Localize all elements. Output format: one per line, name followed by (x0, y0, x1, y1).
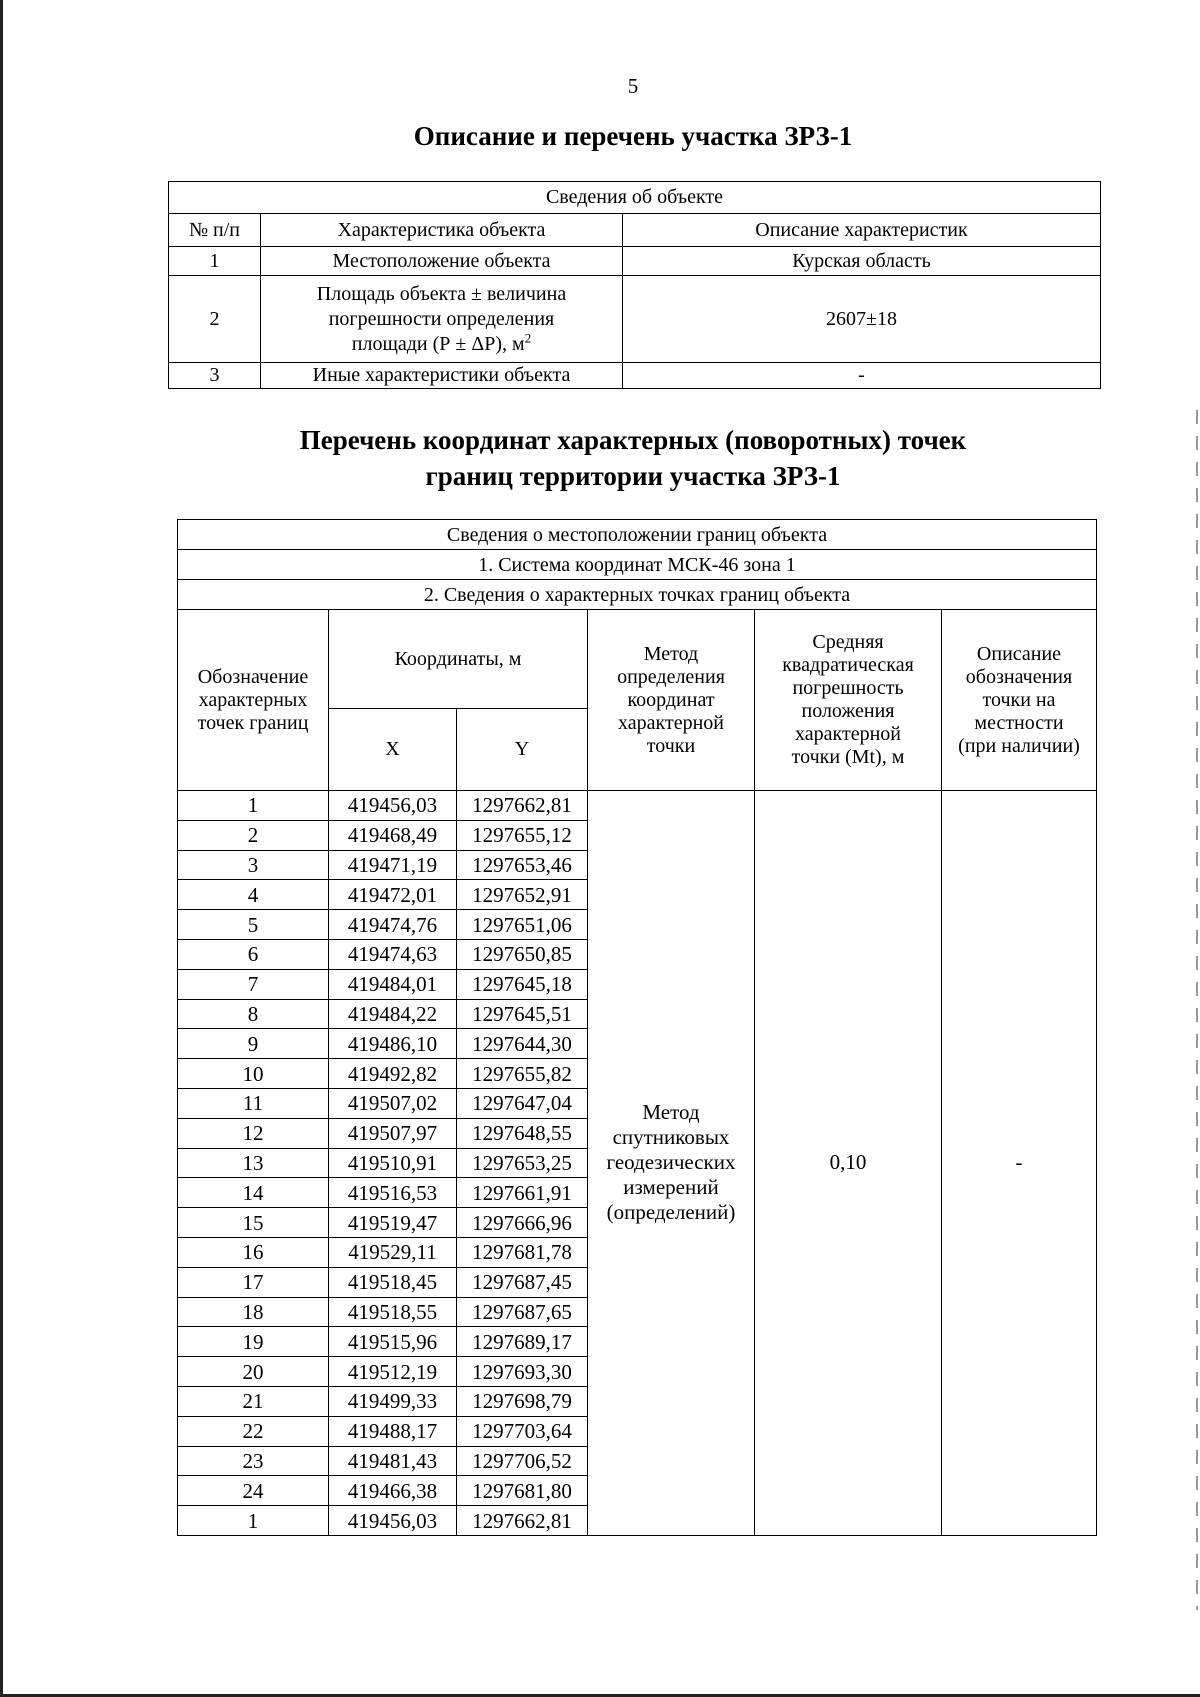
header-designation-line: характерных (198, 688, 308, 711)
point-y: 1297653,46 (457, 850, 588, 880)
header-method-line: координат (627, 688, 715, 711)
point-x: 419516,53 (329, 1178, 457, 1208)
point-y: 1297689,17 (457, 1327, 588, 1357)
coordinates-caption-2: 1. Система координат МСК-46 зона 1 (178, 550, 1097, 580)
point-number: 22 (178, 1416, 329, 1446)
point-x: 419515,96 (329, 1327, 457, 1357)
header-method-line: определения (617, 665, 725, 688)
row-2-characteristic-line: погрешности определения (328, 307, 555, 330)
point-x: 419484,22 (329, 999, 457, 1029)
row-1-characteristic: Местоположение объекта (261, 247, 623, 276)
point-number: 23 (178, 1446, 329, 1476)
point-y: 1297644,30 (457, 1029, 588, 1059)
point-x: 419481,43 (329, 1446, 457, 1476)
point-number: 8 (178, 999, 329, 1029)
point-y: 1297655,12 (457, 820, 588, 850)
row-3-num: 3 (169, 363, 261, 389)
row-3-characteristic: Иные характеристики объекта (261, 363, 623, 389)
header-error-line: точки (Mt), м (791, 746, 905, 768)
section2-title-line2: границ территории участка ЗРЗ-1 (425, 461, 841, 491)
point-x: 419488,17 (329, 1416, 457, 1446)
coordinates-caption-1: Сведения о местоположении границ объекта (178, 520, 1097, 550)
coordinates-table (177, 519, 1097, 1536)
point-number: 4 (178, 880, 329, 910)
table-row (178, 791, 1097, 821)
point-y: 1297652,91 (457, 880, 588, 910)
point-x: 419510,91 (329, 1148, 457, 1178)
row-2-characteristic (261, 276, 623, 363)
header-x: X (329, 709, 457, 791)
point-number: 11 (178, 1088, 329, 1118)
row-2-num: 2 (169, 276, 261, 363)
point-x: 419486,10 (329, 1029, 457, 1059)
point-y: 1297693,30 (457, 1357, 588, 1387)
point-y: 1297662,81 (457, 1506, 588, 1536)
point-number: 19 (178, 1327, 329, 1357)
point-y: 1297681,78 (457, 1237, 588, 1267)
header-error-line: погрешность (792, 677, 904, 699)
header-location (942, 610, 1097, 791)
point-x: 419499,33 (329, 1386, 457, 1416)
point-x: 419456,03 (329, 791, 457, 821)
header-num: № п/п (169, 214, 261, 247)
point-x: 419507,02 (329, 1088, 457, 1118)
scan-edge-right (1196, 410, 1198, 1610)
point-number: 16 (178, 1237, 329, 1267)
point-y: 1297645,18 (457, 969, 588, 999)
point-y: 1297706,52 (457, 1446, 588, 1476)
point-number: 24 (178, 1476, 329, 1506)
header-description: Описание характеристик (623, 214, 1101, 247)
point-number: 5 (178, 910, 329, 940)
point-x: 419456,03 (329, 1506, 457, 1536)
header-location-line: Описание (976, 642, 1062, 665)
point-x: 419474,76 (329, 910, 457, 940)
point-x: 419474,63 (329, 939, 457, 969)
point-y: 1297648,55 (457, 1118, 588, 1148)
header-coordinates: Координаты, м (329, 610, 588, 709)
point-y: 1297650,85 (457, 939, 588, 969)
point-x: 419518,55 (329, 1297, 457, 1327)
row-3-description: - (623, 363, 1101, 389)
point-x: 419466,38 (329, 1476, 457, 1506)
object-info-caption: Сведения об объекте (169, 182, 1101, 214)
point-number: 9 (178, 1029, 329, 1059)
header-location-line: обозначения (965, 665, 1073, 688)
scan-edge-left (0, 0, 3, 1697)
location-value: - (942, 791, 1097, 1536)
point-number: 21 (178, 1386, 329, 1416)
header-y: Y (457, 709, 588, 791)
header-designation-line: Обозначение (197, 665, 309, 688)
point-number: 15 (178, 1208, 329, 1238)
point-x: 419529,11 (329, 1237, 457, 1267)
header-designation (178, 610, 329, 791)
point-x: 419512,19 (329, 1357, 457, 1387)
header-method-line: характерной (618, 711, 724, 734)
section2-title (0, 422, 1200, 494)
point-x: 419472,01 (329, 880, 457, 910)
point-x: 419518,45 (329, 1267, 457, 1297)
point-number: 6 (178, 939, 329, 969)
header-method-line: точки (646, 734, 696, 757)
row-2-description: 2607±18 (623, 276, 1101, 363)
point-number: 13 (178, 1148, 329, 1178)
header-location-line: местности (974, 711, 1064, 734)
header-method-line: Метод (643, 642, 699, 665)
point-y: 1297687,45 (457, 1267, 588, 1297)
row-1-num: 1 (169, 247, 261, 276)
point-number: 18 (178, 1297, 329, 1327)
point-y: 1297647,04 (457, 1088, 588, 1118)
point-x: 419468,49 (329, 820, 457, 850)
method-value-line: геодезических (606, 1150, 736, 1175)
row-2-characteristic-line (261, 329, 622, 357)
section2-title-line1: Перечень координат характерных (поворотных) точек (299, 425, 967, 455)
coordinates-caption-3: 2. Сведения о характерных точках границ объекта (178, 580, 1097, 610)
point-number: 12 (178, 1118, 329, 1148)
row-1-description: Курская область (623, 247, 1101, 276)
header-location-line: точки на (982, 688, 1056, 711)
page-number: 5 (627, 74, 639, 98)
method-value-line: измерений (623, 1175, 719, 1200)
header-designation-line: точек границ (197, 711, 309, 734)
point-y: 1297666,96 (457, 1208, 588, 1238)
point-y: 1297651,06 (457, 910, 588, 940)
point-number: 1 (178, 791, 329, 821)
point-x: 419507,97 (329, 1118, 457, 1148)
point-x: 419492,82 (329, 1059, 457, 1089)
section1-title: Описание и перечень участка ЗРЗ-1 (413, 121, 853, 151)
method-value-line: спутниковых (612, 1125, 730, 1150)
point-number: 3 (178, 850, 329, 880)
method-value (588, 791, 755, 1536)
point-y: 1297661,91 (457, 1178, 588, 1208)
error-value: 0,10 (755, 791, 942, 1536)
header-error-line: характерной (795, 723, 901, 745)
point-y: 1297703,64 (457, 1416, 588, 1446)
point-y: 1297698,79 (457, 1386, 588, 1416)
point-number: 17 (178, 1267, 329, 1297)
method-value-line: (определений) (606, 1200, 736, 1225)
header-error-line: квадратическая (782, 654, 914, 676)
point-number: 10 (178, 1059, 329, 1089)
header-error-line: Средняя (812, 631, 884, 653)
point-y: 1297645,51 (457, 999, 588, 1029)
point-y: 1297662,81 (457, 791, 588, 821)
point-x: 419484,01 (329, 969, 457, 999)
header-location-line: (при наличии) (958, 734, 1080, 757)
point-x: 419519,47 (329, 1208, 457, 1238)
header-error-line: положения (801, 700, 895, 722)
point-y: 1297655,82 (457, 1059, 588, 1089)
row-2-characteristic-line: Площадь объекта ± величина (316, 282, 567, 305)
header-characteristic: Характеристика объекта (261, 214, 623, 247)
point-number: 1 (178, 1506, 329, 1536)
point-number: 2 (178, 820, 329, 850)
point-x: 419471,19 (329, 850, 457, 880)
header-error (755, 610, 942, 791)
area-label: площади (Р ± ΔР), м (351, 332, 525, 355)
header-method (588, 610, 755, 791)
point-y: 1297681,80 (457, 1476, 588, 1506)
points-body (178, 791, 1097, 1536)
point-number: 14 (178, 1178, 329, 1208)
point-number: 20 (178, 1357, 329, 1387)
object-info-table (168, 181, 1101, 389)
method-value-line: Метод (642, 1100, 700, 1125)
point-number: 7 (178, 969, 329, 999)
point-y: 1297687,65 (457, 1297, 588, 1327)
point-y: 1297653,25 (457, 1148, 588, 1178)
unit-exponent: 2 (524, 329, 532, 345)
